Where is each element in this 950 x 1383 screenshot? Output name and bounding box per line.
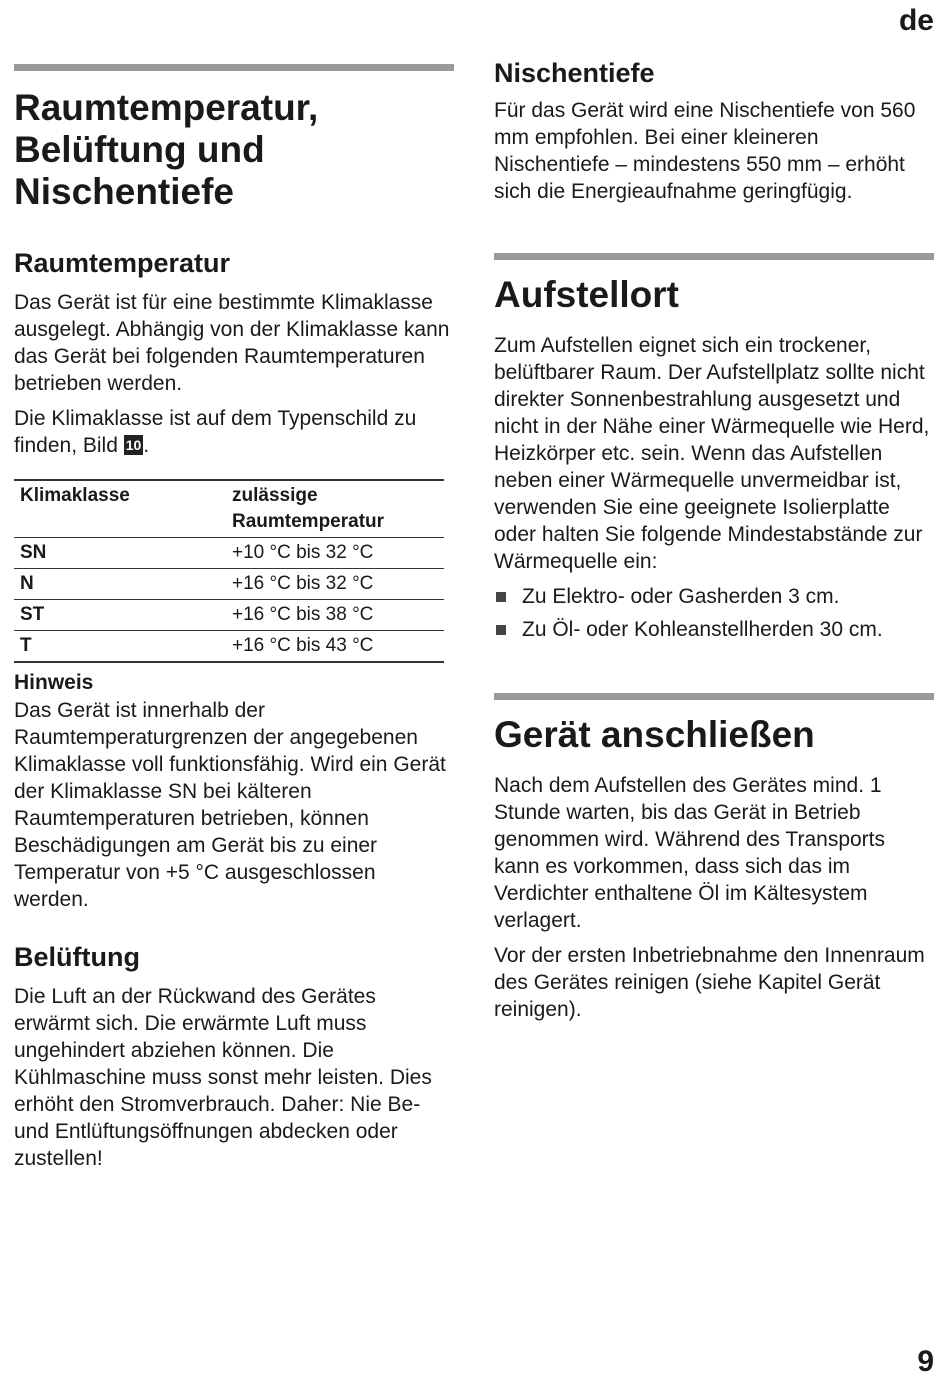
temp-cell: +16 °C bis 38 °C [226,600,444,631]
temp-cell: +16 °C bis 43 °C [226,631,444,663]
page-number: 9 [917,1345,934,1378]
right-column [494,0,934,1023]
anschliessen-paragraph: Nach dem Aufstellen des Gerätes mind. 1 Stunde warten, bis das Gerät in Betrieb genommen wird. Während des Transports kann es vorkommen, dass sich das im Verdichter enthaltene Öl im Kältesystem verlagert. [494,774,886,932]
left-column [14,0,454,1172]
header-klimaklasse: Klimaklasse [14,480,226,538]
section-rule [494,693,934,700]
klasse-cell: N [14,569,226,600]
raumtemperatur-paragraph: Das Gerät ist für eine bestimmte Klimaklasse ausgelegt. Abhängig von der Klimaklasse kann das Gerät bei folgenden Raumtemperaturen betrieben werden. [14,291,450,395]
belueftung-heading: Belüftung [14,942,140,972]
list-item [494,616,934,643]
raumtemperatur-heading: Raumtemperatur [14,248,231,278]
list-item-text: Zu Öl- oder Kohleanstellherden 30 cm. [522,618,883,641]
belueftung-paragraph: Die Luft an der Rückwand des Gerätes erwärmt sich. Die erwärmte Luft muss ungehindert abziehen können. Die Kühlmaschine muss sonst mehr leisten. Dies erhöht den Stromverbrauch. Daher: Nie Be- und Entlüftungsöffnungen abdecken oder zustellen! [14,985,432,1170]
figure-reference: 10 [125,437,142,453]
main-title: Raumtemperatur, Belüftung und Nischentiefe [14,87,319,212]
typenschild-period: . [143,434,150,457]
aufstellort-paragraph: Zum Aufstellen eignet sich ein trockener, belüftbarer Raum. Der Aufstellplatz sollte nicht direkter Sonnenbestrahlung ausgesetzt und nicht in der Nähe einer Wärmequelle wie Herd, Heizkörper etc. sein. Wenn das Aufstellen neben einer Wärmequelle unvermeidbar ist, verwenden Sie eine geeignete Isolierplatte oder halten Sie folgende Mindestabstände zur Wärmequelle ein: [494,334,930,573]
bullet-square-icon [496,592,506,602]
table-row [14,538,444,569]
table-row [14,600,444,631]
temp-cell: +16 °C bis 32 °C [226,569,444,600]
language-code: de [898,4,934,37]
klasse-cell: SN [14,538,226,569]
temp-cell: +10 °C bis 32 °C [226,538,444,569]
bullet-square-icon [496,625,506,635]
section-rule [14,64,454,71]
hinweis-paragraph: Das Gerät ist innerhalb der Raumtemperaturgrenzen der angegebenen Klimaklasse voll funktionsfähig. Wird ein Gerät der Klimaklasse SN bei kälteren Raumtemperaturen betrieben, können Beschädigungen am Gerät bis zu einer Temperatur von +5 °C ausgeschlossen werden. [14,699,446,911]
header-line2: Raumtemperatur [232,511,385,532]
header-line1: zulässige [232,485,318,506]
aufstellort-title: Aufstellort [494,274,679,315]
table-header-row [14,480,444,538]
table-row [14,569,444,600]
klasse-cell: T [14,631,226,663]
hinweis-heading: Hinweis [14,671,94,694]
nischentiefe-paragraph: Für das Gerät wird eine Nischentiefe von 560 mm empfohlen. Bei einer kleineren Nischentiefe – mindestens 550 mm – erhöht sich die Energieaufnahme geringfügig. [494,99,916,203]
list-item-text: Zu Elektro- oder Gasherden 3 cm. [522,585,840,608]
header-raumtemperatur [226,480,444,538]
klasse-cell: ST [14,600,226,631]
typenschild-paragraph [14,405,454,459]
section-rule [494,253,934,260]
nischentiefe-heading: Nischentiefe [494,58,655,88]
mindestabstaende-list [494,583,934,643]
list-item [494,583,934,610]
table-row [14,631,444,663]
reinigen-paragraph: Vor der ersten Inbetriebnahme den Innenraum des Gerätes reinigen (siehe Kapitel Gerät reinigen). [494,944,925,1021]
anschliessen-title: Gerät anschließen [494,714,815,755]
klimaklasse-table [14,479,444,663]
typenschild-text: Die Klimaklasse ist auf dem Typenschild zu finden, Bild [14,407,417,457]
